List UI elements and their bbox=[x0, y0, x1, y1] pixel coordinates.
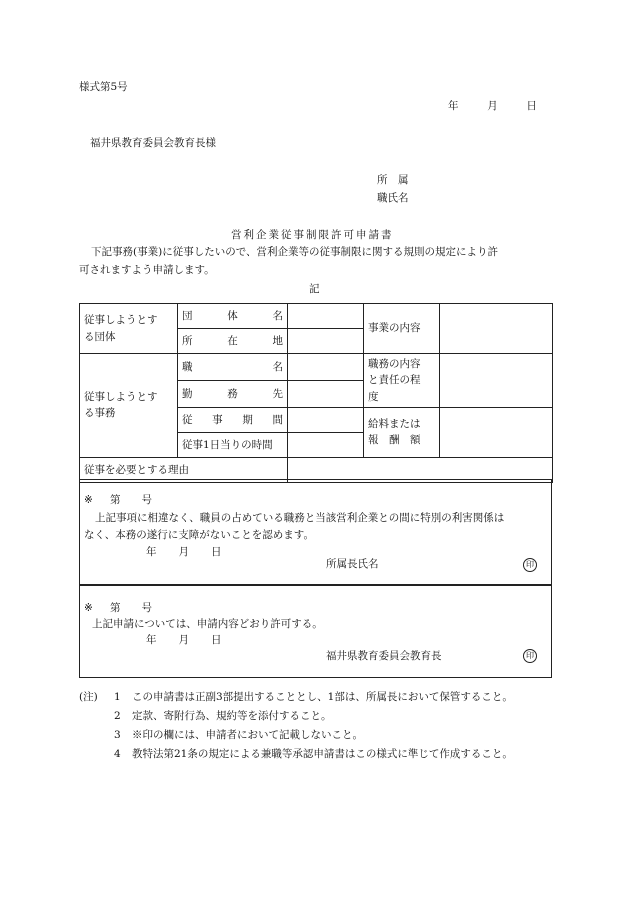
org-name-label: 団 体 名 bbox=[178, 304, 288, 329]
date-day: 日 bbox=[526, 100, 537, 112]
intro-line-1: 下記事務(事業)に従事したいので、営利企業等の従事制限に関する規則の規定により許 bbox=[91, 246, 498, 258]
board-seal-icon: 印 bbox=[523, 649, 537, 663]
date-line bbox=[448, 100, 537, 113]
application-table bbox=[79, 303, 553, 483]
org-group-label: 従事しようとす る団体 bbox=[80, 304, 178, 354]
notes-label: (注) bbox=[79, 691, 98, 704]
board-date: 年 月 日 bbox=[146, 634, 222, 646]
position-name-label: 職氏名 bbox=[377, 192, 409, 204]
head-date: 年 月 日 bbox=[146, 546, 222, 558]
board-text: 上記申請については、申請内容どおり許可する。 bbox=[92, 618, 323, 630]
board-signer-label: 福井県教育委員会教育長 bbox=[326, 650, 442, 662]
note-item: 2 定款、寄附行為、規約等を添付すること。 bbox=[114, 710, 332, 723]
salary-field[interactable] bbox=[440, 407, 553, 457]
note-item: 3 ※印の欄には、申請者において記載しないこと。 bbox=[114, 729, 363, 742]
workplace-label: 勤 務 先 bbox=[178, 380, 288, 407]
date-year: 年 bbox=[448, 100, 459, 112]
salary-label: 給料または 報 酬 額 bbox=[364, 407, 440, 457]
head-approval-section bbox=[79, 479, 552, 585]
ki-label: 記 bbox=[309, 283, 320, 295]
head-mark: ※ bbox=[84, 494, 93, 506]
head-number-label: 第 号 bbox=[110, 494, 152, 506]
daily-hours-field[interactable] bbox=[288, 432, 364, 457]
board-mark: ※ bbox=[84, 602, 93, 614]
note-item: 4 教特法第21条の規定による兼職等承認申請書はこの様式に準じて作成すること。 bbox=[114, 748, 513, 761]
daily-hours-label: 従事1日当りの時間 bbox=[178, 432, 288, 457]
org-name-field[interactable] bbox=[288, 304, 364, 329]
affiliation-label: 所 属 bbox=[377, 174, 409, 186]
period-field[interactable] bbox=[288, 407, 364, 432]
head-seal-icon: 印 bbox=[523, 558, 537, 572]
period-label: 従 事 期 間 bbox=[178, 407, 288, 432]
notes bbox=[79, 688, 569, 764]
business-content-label: 事業の内容 bbox=[364, 304, 440, 354]
reason-label: 従事を必要とする理由 bbox=[80, 457, 288, 482]
intro-line-2: 可されますよう申請します。 bbox=[79, 264, 215, 276]
work-group-label: 従事しようとす る事務 bbox=[80, 354, 178, 458]
business-content-field[interactable] bbox=[440, 304, 553, 354]
position-label: 職 名 bbox=[178, 354, 288, 381]
duties-label: 職務の内容 と責任の程 度 bbox=[364, 354, 440, 408]
workplace-field[interactable] bbox=[288, 380, 364, 407]
head-text-2: なく、本務の遂行に支障がないことを認めます。 bbox=[84, 529, 314, 541]
org-location-label: 所 在 地 bbox=[178, 329, 288, 354]
board-approval-section bbox=[79, 585, 552, 678]
date-month: 月 bbox=[487, 100, 498, 112]
head-signer-label: 所属長氏名 bbox=[326, 558, 379, 570]
org-location-field[interactable] bbox=[288, 329, 364, 354]
head-text-1: 上記事項に相違なく、職員の占めている職務と当該営利企業との間に特別の利害関係は bbox=[95, 512, 505, 524]
form-title: 営利企業従事制限許可申請書 bbox=[231, 229, 394, 241]
position-field[interactable] bbox=[288, 354, 364, 381]
form-number: 様式第5号 bbox=[79, 81, 128, 93]
addressee: 福井県教育委員会教育長様 bbox=[90, 137, 216, 149]
note-item: (注) 1 この申請書は正副3部提出することとし、1部は、所属長において保管すること。 bbox=[79, 691, 513, 704]
duties-field[interactable] bbox=[440, 354, 553, 408]
board-number-label: 第 号 bbox=[110, 602, 152, 614]
